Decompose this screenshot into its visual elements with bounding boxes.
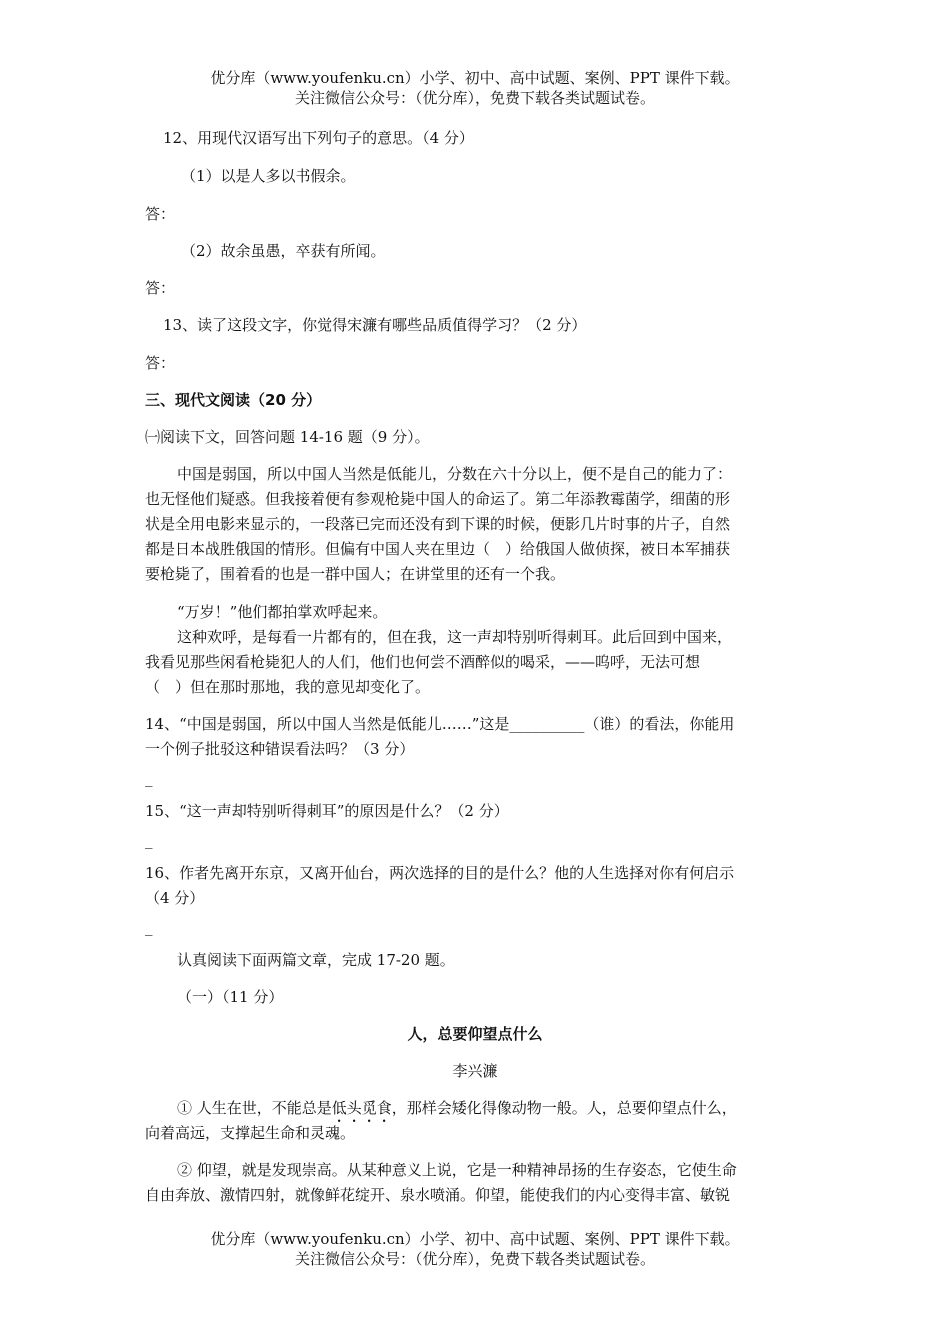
section-3-title: 三、现代文阅读（20 分）: [145, 391, 322, 409]
question-12-answer-2: 答：: [145, 279, 176, 297]
passage-3-line-2: 我看见那些闲看枪毙犯人的人们，他们也何尝不酒醉似的喝采，——呜呼，无法可想: [145, 653, 701, 671]
article-paragraph-2-line-1: ② 仰望，就是发现崇高。从某种意义上说，它是一种精神昂扬的生存姿态，它使生命: [177, 1161, 737, 1179]
passage-1-line-1: 中国是弱国，所以中国人当然是低能儿，分数在六十分以上，便不是自己的能力了：: [177, 465, 733, 483]
question-16-answer: _: [145, 918, 153, 936]
question-16-line-2: （4 分）: [145, 889, 205, 907]
footer-line-1: 优分库（www.youfenku.cn）小学、初中、高中试题、案例、PPT 课件下载。: [210, 1230, 740, 1248]
article-p1-text-b: ，那样会矮化得像动物一般。人，总要仰望点什么，: [391, 1099, 737, 1117]
passage-1-line-4: 都是日本战胜俄国的情形。但偏有中国人夹在里边（ ）给俄国人做侦探，被日本军捕获: [145, 540, 731, 558]
article-p1-emphasis: 低头觅食: [331, 1099, 392, 1117]
passage-1-line-5: 要枪毙了，围着看的也是一群中国人；在讲堂里的还有一个我。: [145, 565, 566, 583]
question-15-answer: _: [145, 831, 153, 849]
question-12-sentence-2: （2）故余虽愚，卒获有所闻。: [181, 242, 386, 260]
article-p1-text-a: ① 人生在世，不能总是: [177, 1099, 332, 1117]
question-14-line-1: 14、“中国是弱国，所以中国人当然是低能儿……”这是__________（谁）的看法，你能用: [145, 715, 735, 733]
article-paragraph-2-line-2: 自由奔放、激情四射，就像鲜花绽开、泉水喷涌。仰望，能使我们的内心变得丰富、敏锐: [145, 1186, 731, 1204]
part-2-subsection: （一）（11 分）: [177, 988, 284, 1006]
header-line-1: 优分库（www.youfenku.cn）小学、初中、高中试题、案例、PPT 课件下载。: [210, 69, 740, 87]
article-paragraph-1-line-1: [177, 1098, 737, 1126]
question-16-line-1: 16、作者先离开东京，又离开仙台，两次选择的目的是什么？他的人生选择对你有何启示: [145, 864, 735, 882]
part-2-intro: 认真阅读下面两篇文章，完成 17-20 题。: [177, 951, 455, 969]
passage-3-line-1: 这种欢呼，是每看一片都有的，但在我，这一声却特别听得刺耳。此后回到中国来，: [177, 628, 733, 646]
footer-line-2: 关注微信公众号：（优分库），免费下载各类试题试卷。: [294, 1250, 655, 1268]
article-author: 李兴濂: [452, 1062, 498, 1080]
article-paragraph-1-line-2: 向着高远，支撑起生命和灵魂。: [145, 1124, 356, 1142]
question-12-sentence-1: （1）以是人多以书假余。: [181, 167, 356, 185]
question-13-answer: 答：: [145, 354, 176, 372]
passage-3-line-3: （ ）但在那时那地，我的意见却变化了。: [145, 678, 431, 696]
question-12-title: 12、用现代汉语写出下列句子的意思。（4 分）: [163, 129, 474, 147]
article-title: 人，总要仰望点什么: [407, 1025, 543, 1043]
passage-1-line-3: 状是全用电影来显示的，一段落已完而还没有到下课的时候，便影几片时事的片子，自然: [145, 515, 731, 533]
question-13-title: 13、读了这段文字，你觉得宋濂有哪些品质值得学习？（2 分）: [163, 316, 587, 334]
header-line-2: 关注微信公众号：（优分库），免费下载各类试题试卷。: [294, 89, 655, 107]
question-14-line-2: 一个例子批驳这种错误看法吗？（3 分）: [145, 740, 415, 758]
section-3-intro: ㈠阅读下文，回答问题 14-16 题（9 分）。: [145, 428, 430, 446]
passage-1-line-2: 也无怪他们疑惑。但我接着便有参观枪毙中国人的命运了。第二年添教霉菌学，细菌的形: [145, 490, 731, 508]
question-12-answer-1: 答：: [145, 205, 176, 223]
passage-2: “万岁！”他们都拍掌欢呼起来。: [177, 603, 388, 621]
question-14-answer: _: [145, 769, 153, 787]
question-15-title: 15、“这一声却特别听得刺耳”的原因是什么？（2 分）: [145, 802, 509, 820]
